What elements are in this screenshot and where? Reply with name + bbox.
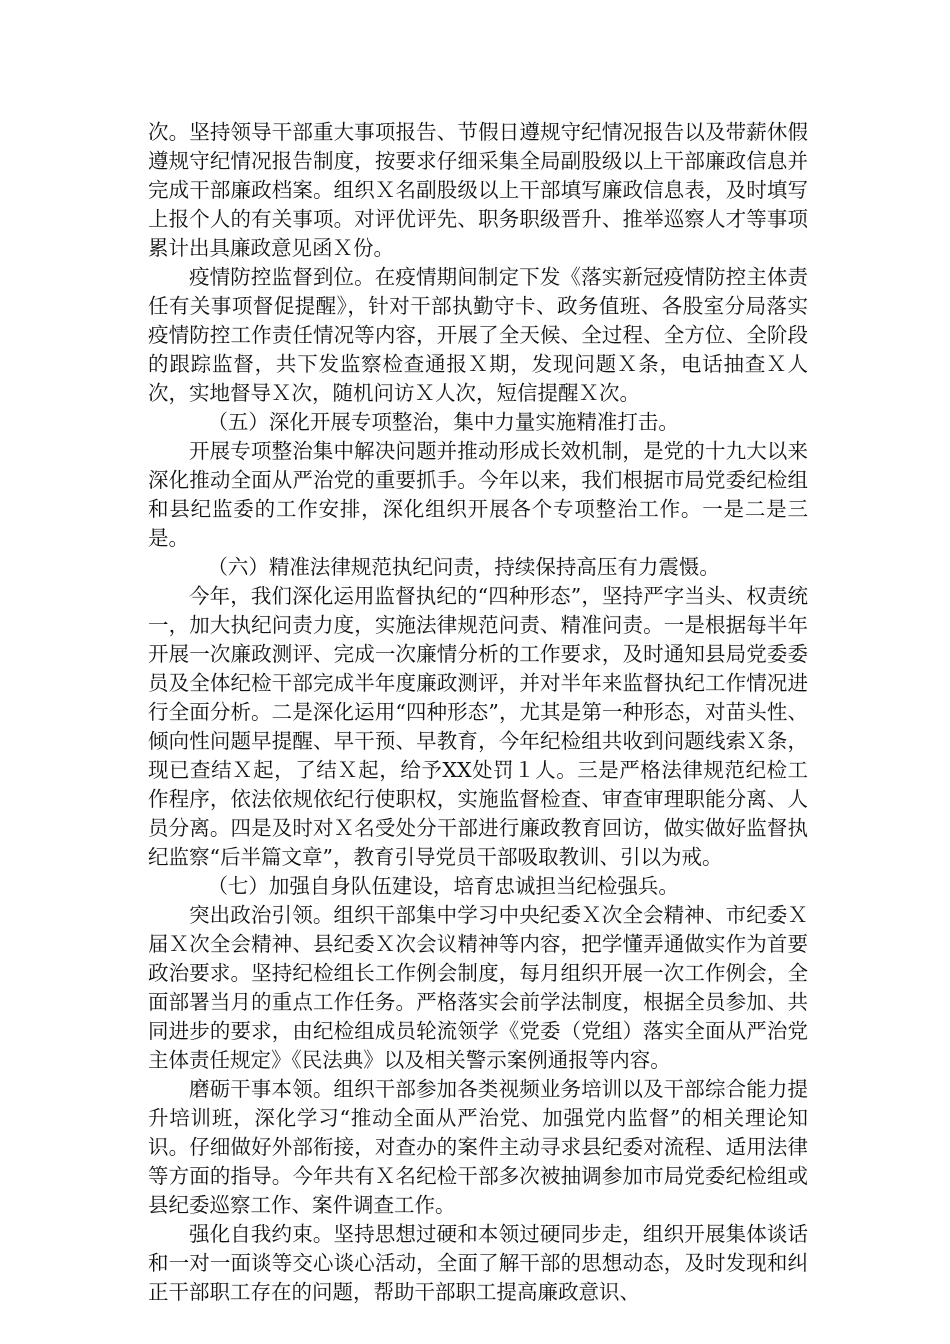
paragraph-accountability: 今年，我们深化运用监督执纪的“四种形态”，坚持严字当头、权责统一，加大执纪问责力度，实施法律规范问责、精准问责。一是根据每半年开展一次廉政测评、完成一次廉情分析的工作要求，及时通知县局党委委员及全体纪检干部完成半年度廉政测评，并对半年来监督执纪工作情况进行全面分析。二是深化运用“四种形态”，尤其是第一种形态，对苗头性、倾向性问题早提醒、早干预、早教育，今年纪检组共收到问题线索Ｘ条，现已查结Ｘ起，了结Ｘ起，给予XX处罚１人。三是严格法律规范纪检工作程序，依法依规依纪行使职权，实施监督检查、审查审理职能分离、人员分离。四是及时对Ｘ名受处分干部进行廉政教育回访，做实做好监督执纪监察“后半篇文章”，教育引导党员干部吸取教训、引以为戒。 <box>148 584 808 869</box>
paragraph-continuation: 次。坚持领导干部重大事项报告、节假日遵规守纪情况报告以及带薪休假遵规守纪情况报告制度，按要求仔细采集全局副股级以上干部廉政信息并完成干部廉政档案。组织Ｘ名副股级以上干部填写廉政信息表，及时填写上报个人的有关事项。对评优评先、职务职级晋升、推举巡察人才等事项累计出具廉政意见函Ｘ份。 <box>148 120 808 260</box>
paragraph-political-guidance: 突出政治引领。组织干部集中学习中央纪委Ｘ次全会精神、市纪委Ｘ届Ｘ次全会精神、县纪委Ｘ次会议精神等内容，把学懂弄通做实作为首要政治要求。坚持纪检组长工作例会制度，每月组织开展一次工作例会，全面部署当月的重点工作任务。严格落实会前学法制度，根据全员参加、共同进步的要求，由纪检组成员轮流领学《党委（党组）落实全面从严治党主体责任规定》《民法典》以及相关警示案例通报等内容。 <box>148 903 808 1072</box>
paragraph-special-rectification: 开展专项整治集中解决问题并推动形成长效机制，是党的十九大以来深化推动全面从严治党的重要抓手。今年以来，我们根据市局党委纪检组和县纪监委的工作安排，深化组织开展各个专项整治工作。一是二是三是。 <box>148 439 808 550</box>
document-page <box>148 118 808 1307</box>
paragraph-self-discipline: 强化自我约束。坚持思想过硬和本领过硬同步走，组织开展集体谈话和一对一面谈等交心谈心活动，全面了解干部的思想动态，及时发现和纠正干部职工存在的问题，帮助干部职工提高廉政意识、 <box>148 1222 808 1304</box>
section-heading-6: （六）精准法律规范执纪问责，持续保持高压有力震慑。 <box>207 555 720 579</box>
section-heading-7: （七）加强自身队伍建设，培育忠诚担当纪检强兵。 <box>207 874 679 898</box>
paragraph-epidemic-supervision: 疫情防控监督到位。在疫情期间制定下发《落实新冠疫情防控主体责任有关事项督促提醒》，针对干部执勤守卡、政务值班、各股室分局落实疫情防控工作责任情况等内容，开展了全天候、全过程、全方位、全阶段的跟踪监督，共下发监察检查通报Ｘ期，发现问题Ｘ条，电话抽查Ｘ人次，实地督导Ｘ次，随机问访Ｘ人次，短信提醒Ｘ次。 <box>148 265 808 405</box>
section-heading-5: （五）深化开展专项整治，集中力量实施精准打击。 <box>207 410 679 434</box>
paragraph-skills-training: 磨砺干事本领。组织干部参加各类视频业务培训以及干部综合能力提升培训班，深化学习“推动全面从严治党、加强党内监督”的相关理论知识。仔细做好外部衔接，对查办的案件主动寻求县纪委对流程、适用法律等方面的指导。今年共有Ｘ名纪检干部多次被抽调参加市局党委纪检组或县纪委巡察工作、案件调查工作。 <box>148 1077 808 1217</box>
